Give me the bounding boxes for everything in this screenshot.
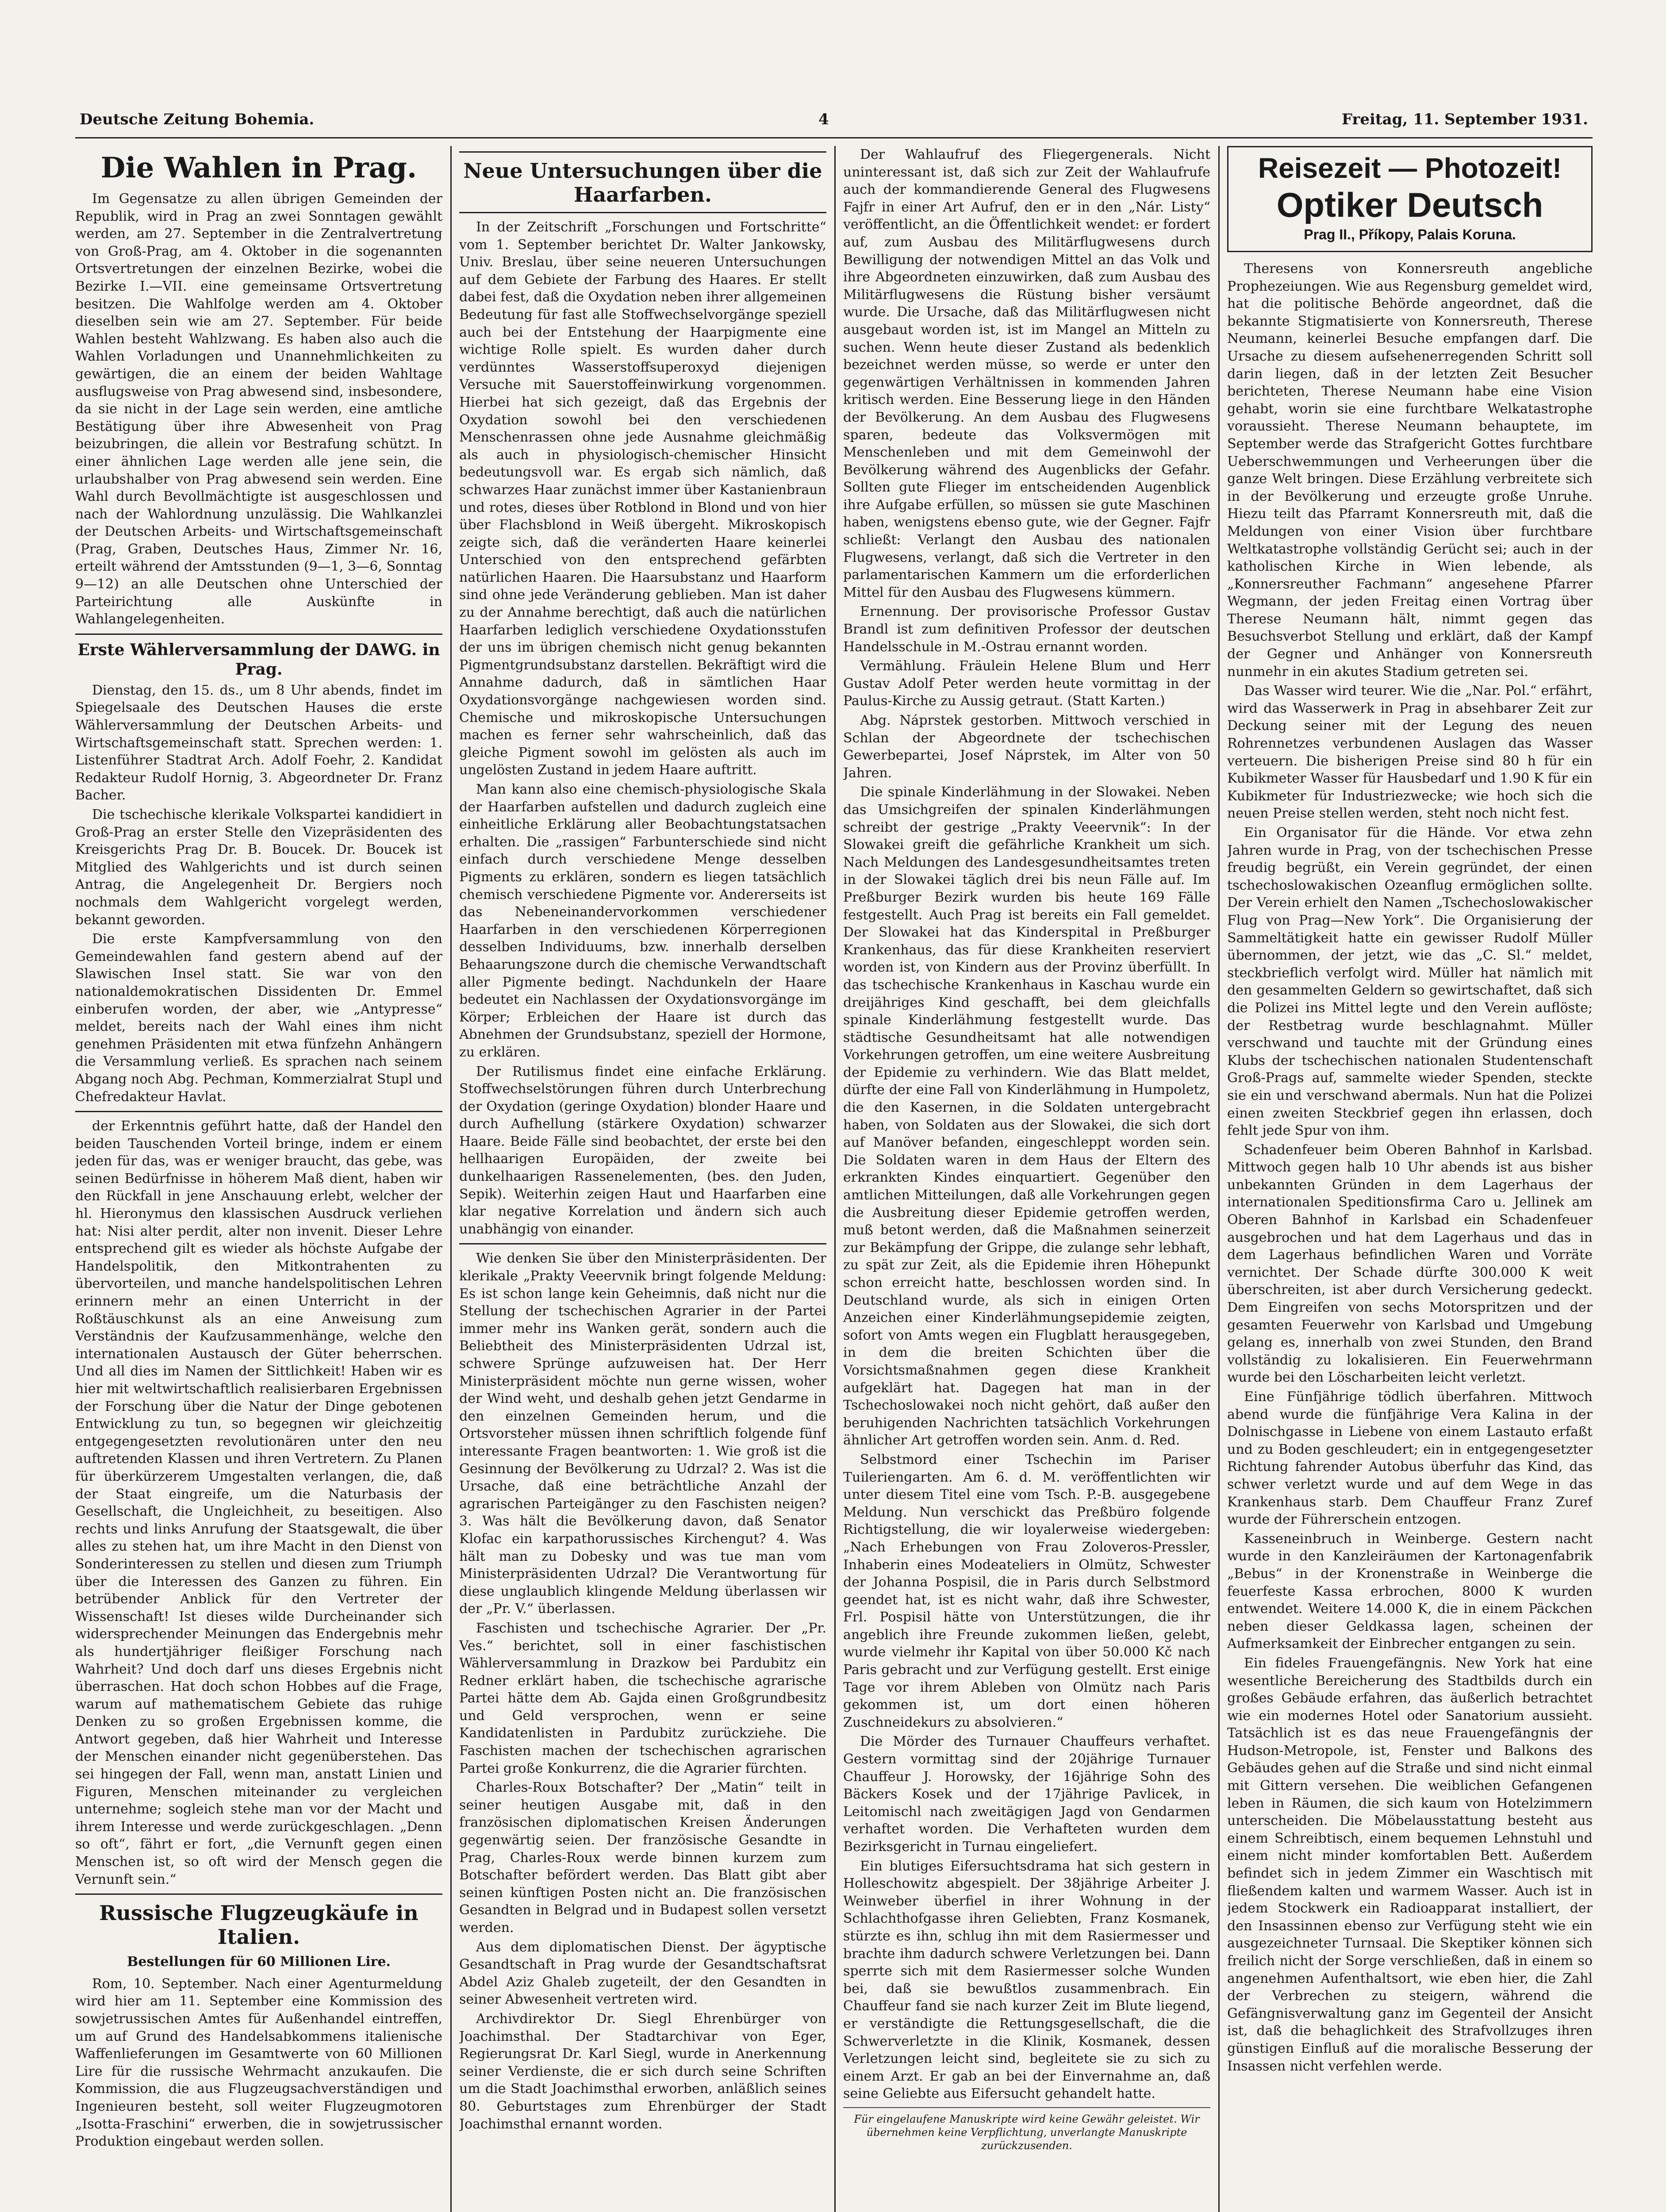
editorial-note: Für eingelaufene Manuskripte wird keine Gewähr geleistet. Wir übernehmen keine Verpflichtung, unverlangte Manuskripte zurückzusenden. [854,2112,1200,2152]
column-rule [450,146,452,2212]
article-body: Rom, 10. September. Nach einer Agenturmeldung wird hier am 11. September eine Kommission des sowjetrussischen Amtes für Außenhandel eintreffen, um auf Grund des Handelsabkommens italienische Waffenlieferungen im Gesamtwerte von 60 Millionen Lire für die russische Wehrmacht anzukaufen. Die Kommission, die aus Flugzeugsachverständigen und Ingenieuren besteht, soll weiter Flugzeugmotoren „Isotta-Fraschini“ erwerben, die in sowjetrussischer Produktion eingebaut werden sollen. [75,1976,442,2150]
divider [75,1893,442,1895]
article-title-waehlerversammlung: Erste Wählerversammlung der DAWG. in Prag. [77,640,440,679]
article-body: Der Wahlaufruf des Fliegergenerals. Nicht uninteressant ist, daß sich zur Zeit der Wahlaufrufe auch der kommandierende General des Flugwesens Fajfr in einer Art Aufruf, den er in den „Nár. Listy“ veröffentlicht, an die Öffentlichkeit wendet: er fordert auf, zum Ausbau des Militärflugwesens durch Bewilligung der notwendigen Mittel an das Volk und ihre Abgeordneten einzuwirken, daß zum Ausbau des Militärflugwesens die Rüstung bisher versäumt wurde. Die Ursache, daß das Militärflugwesen nicht ausgebaut worden ist, ist im Mangel an Mitteln zu suchen. Wenn heute dieser Zustand als bedenklich bezeichnet werden müsse, so werde er unter den gegenwärtigen Verhältnissen in kommenden Jahren kritisch werden. Eine Besserung liege in den Händen der Bevölkerung. An dem Ausbau des Flugwesens sparen, bedeute das Volksvermögen mit Menschenleben und mit dem Gemeinwohl der Bevölkerung während des Augenblicks der Gefahr. Sollten gute Flieger im entscheidenden Augenblick ihre Aufgabe erfüllen, so müssen sie gute Maschinen haben, wenigstens ebenso gute, wie der Gegner. Fajfr schließt: Verlangt den Ausbau des nationalen Flugwesens, verlangt, daß sich die Vertreter in den parlamentarischen Kammern um die erforderlichen Mittel für den Ausbau des Flugwesens kümmern. [843,147,1210,600]
article-body: In der Zeitschrift „Forschungen und Fortschritte“ vom 1. September berichtet Dr. Walter Jankowsky, Univ. Breslau, über seine neueren Untersuchungen auf dem Gebiete der Farbung des Haares. Er stellt dabei fest, daß die Oxydation neben ihrer allgemeinen Bedeutung für fast alle Stoffwechselvorgänge speziell auch bei der Entstehung der Haarpigmente eine wichtige Rolle spielt. Es wurden daher durch verdünntes Wasserstoffsuperoxyd diejenigen Versuche mit Sauerstoffeinwirkung vorgenommen. Hierbei hat sich gezeigt, daß das Ergebnis der Oxydation sowohl bei den verschiedenen Menschenrassen ohne jede Ausnahme gleichmäßig als auch in physiologisch-chemischer Hinsicht bedeutungsvoll war. Es ergab sich nämlich, daß schwarzes Haar zunächst immer über Kastanienbraun und rotes, dieses über Rotblond in Blond und von hier über Flachsblond in Weiß übergeht. Mikroskopisch zeigte sich, daß die veränderten Haare keinerlei Unterschied von den entsprechend gefärbten natürlichen Haaren. Die Haarsubstanz und Haarform sind ohne jede Veränderung geblieben. Man ist daher zu der Annahme berechtigt, daß auch die natürlichen Haarfarben lediglich verschiedene Oxydationsstufen der uns im übrigen chemisch nicht genug bekannten Pigmentgrundsubstanz darstellen. Bekräftigt wird die Annahme dadurch, daß in sämtlichen Haar Oxydationsvorgänge nachgewiesen worden sind. Chemische und mikroskopische Untersuchungen machen es ferner sehr wahrscheinlich, daß das gleiche Pigment sowohl im gelösten als auch im ungelösten Zustand in jedem Haare auftritt. [459,219,826,778]
page-number: 4 [818,111,829,128]
article-body: Ein Organisator für die Hände. Vor etwa zehn Jahren wurde in Prag, von der tschechischen Presse freudig begrüßt, ein Verein gegründet, der einen tschechoslowakischen Ozeanflug ermöglichen sollte. Der Verein erhielt den Namen „Tschechoslowakischer Flug von Prag—New York“. Die Organisierung der Sammeltätigkeit hatte ein gewisser Rudolf Müller übernommen, der jetzt, wie das „C. Sl.“ meldet, steckbrieflich verfolgt wird. Müller hat nämlich mit den gesammelten Geldern so gewirtschaftet, daß sich die Polizei ins Mittel legte und den Verein auflöste; der Restbetrag wurde beschlagnahmt. Müller verschwand und tauchte mit der Gründung eines Klubs der tschechischen nationalen Studentenschaft Groß-Prags auf, sammelte wieder Spenden, steckte sie ein und verschwand abermals. Nun hat die Polizei einen zweiten Steckbrief gegen ihn erlassen, doch fehlt jede Spur von ihm. [1227,825,1593,1139]
article-body: Aus dem diplomatischen Dienst. Der ägyptische Gesandtschaft in Prag wurde der Gesandtschaftsrat Abdel Aziz Ghaleb zugeteilt, der den Gesandten in seiner Abwesenheit vertreten wird. [459,1939,826,2008]
article-body: Die spinale Kinderlähmung in der Slowakei. Neben das Umsichgreifen der spinalen Kinderlähmungen schreibt der gestrige „Prakty Veeervnik“: In der Slowakei greift die gefährliche Krankheit um sich. Nach Meldungen des Landesgesundheitsamtes treten in der Slowakei täglich drei bis neun Fälle auf. Im Preßburger Bezirk wurden bis heute 169 Fälle festgestellt. Auch Prag ist bereits ein Fall gemeldet. Der Slowakei hat das Kinderspital in Preßburger Krankenhaus, das für diese Krankheiten reserviert worden ist, von Kindern aus der Provinz überfüllt. In das tschechische Krankenhaus in Kaschau wurde ein dreijähriges Kind geschafft, bei dem gleichfalls spinale Kinderlähmung festgestellt wurde. Das städtische Gesundheitsamt hat alle notwendigen Vorkehrungen getroffen, um eine weitere Ausbreitung der Epidemie zu verhindern. Wie das Blatt meldet, dürfte der eine Fall von Kinderlähmung in Humpoletz, die den Kasernen, in die Soldaten untergebracht haben, von Soldaten aus der Slowakei, die sich dort auf Manöver befanden, eingeschleppt worden sein. Die Soldaten waren in dem Haus der Eltern des erkrankten Kindes einquartiert. Gegenüber den amtlichen Mitteilungen, daß alle Vorkehrungen gegen die Ausbreitung dieser Epidemie getroffen werden, muß betont werden, daß die Maßnahmen seinerzeit zur Bekämpfung der Grippe, die zulange sehr lebhaft, zu spät zur Zeit, als die Epidemie ihren Höhepunkt schon erreicht hatte, beschlossen worden sind. In Deutschland wurde, als sich in einigen Orten Anzeichen einer Kinderlähmungsepidemie zeigten, sofort von Amts wegen ein Flugblatt herausgegeben, in dem die breiten Schichten über die Vorsichtsmaßnahmen gegen diese Krankheit aufgeklärt hat. Dagegen hat man in der Tschechoslowakei noch nicht gehört, daß außer den beruhigenden Nachrichten tatsächlich Vorkehrungen ähnlicher Art getroffen worden sein. Anm. d. Red. [843,784,1210,1448]
column-3 [843,146,1210,2212]
ad-address: Prag II., Příkopy, Palais Koruna. [1304,227,1516,242]
column-rule [834,146,836,2212]
ad-headline: Reisezeit — Photozeit! [1258,152,1562,184]
newspaper-page [75,93,1593,2212]
article-body: Dienstag, den 15. ds., um 8 Uhr abends, findet im Spiegelsaale des Deutschen Hauses die erste Wählerversammlung der Deutschen Arbeits- und Wirtschaftsgemeinschaft statt. Sprechen werden: 1. Listenführer Stadtrat Arch. Adolf Foehr, 2. Kandidat Redakteur Rudolf Hornig, 3. Abgeordneter Dr. Franz Bacher. [75,682,442,803]
article-body: Ein blutiges Eifersuchtsdrama hat sich gestern in Holleschowitz abgespielt. Der 38jährige Arbeiter J. Weinweber überfiel in ihrer Wohnung in der Schlachthofgasse ihren Geliebten, Franz Kosmanek, stürzte es ihn, schlug ihn mit dem Rasiermesser und brachte ihm dadurch schwere Verletzungen bei. Dann sperrte sich mit dem Rasiermesser solche Wunden bei, daß sie bewußtlos zusammenbrach. Ein Chauffeur fand sie nach kurzer Zeit im Blute liegend, er verständigte die Rettungsgesellschaft, die die Schwerverletzte in die Klinik, Kosmanek, dessen Verletzungen leicht sind, begleitete sie zu sich zu einem Arzt. Er gab an bei der Einvernahme an, daß seine Geliebte aus Eifersucht gehandelt hatte. [843,1858,1210,2102]
article-title-flugzeugkaeufe: Russische Flugzeugkäufe in Italien. [99,1901,418,1949]
article-body: Charles-Roux Botschafter? Der „Matin“ teilt in seiner heutigen Ausgabe mit, daß in den französischen diplomatischen Kreisen Änderungen gegenwärtig seien. Der französische Gesandte in Prag, Charles-Roux werde binnen kurzem zum Botschafter befördert werden. Das Blatt gibt aber seinen künftigen Posten nicht an. Die französischen Gesandten in Belgrad und in Budapest sollen versetzt werden. [459,1780,826,1936]
divider [75,634,442,635]
article-body: der Erkenntnis geführt hatte, daß der Handel den beiden Tauschenden Vorteil bringe, indem er einem jeden für das, was er weniger braucht, das gebe, was seinen Bedürfnisse in höherem Maß dient, haben wir den Rückfall in jene Anschauung erlebt, welcher der hl. Hieronymus den klassischen Ausdruck verliehen hat: Nisi alter perdit, alter non invenit. Dieser Lehre entsprechend gilt es wieder als höchste Aufgabe der Handelspolitik, den Mitkontrahenten zu übervorteilen, und manche handelspolitischen Lehren erinnern mehr an einen Unterricht in der Roßtäuschkunst als an eine Anweisung zum Verständnis der Kaufzusammenhänge, welche den internationalen Austausch der Güter beherrschen. Und all dies im Namen der Sittlichkeit! Haben wir es hier mit weltwirtschaftlich realisierbaren Ergebnissen der Forschung über die Natur der Dinge gebotenen Entwicklung zu tun, so begegnen wir gleichzeitig entgegengesetzten revolutionären unter den neu auftretenden Klassen und ihren Vertretern. Zu Planen für überkürzerem Umgestalten verlangen, die, daß der Staat eingreife, um die Naturbasis der Gesellschaft, die Ungleichheit, zu beseitigen. Also rechts und links Anrufung der Staatsgewalt, die über alles zu stehen hat, um ihre Macht in den Dienst von Sonderinteressen zu stellen und diesen zum Triumph über die Interessen des Ganzen zu führen. Ein betrübender Anblick für den Vertreter der Wissenschaft! Ist dieses wilde Durcheinander sich widersprechender Meinungen das Endergebnis mehr als hundertjähriger fleißiger Forschung nach Wahrheit? Und doch darf uns dieses Ergebnis nicht überraschen. Hat doch schon Hobbes auf die Frage, warum auf mathematischem Gebiete das ruhige Denken zu so großen Ergebnissen komme, die Antwort gegeben, daß hier Wahrheit und Interesse der Menschen einander nicht gegenüberstehen. Das sei hingegen der Fall, wenn man, anstatt Linien und Figuren, Menschen miteinander zu vergleichen unternehme; sogleich stehe man vor der Macht und ihrem Interesse und werde zurückgeschlagen. „Denn so oft“, fährt er fort, „die Vernunft gegen einen Menschen ist, so oft wird der Mensch gegen die Vernunft sein.“ [75,1118,442,1887]
article-body: Schadenfeuer beim Oberen Bahnhof in Karlsbad. Mittwoch gegen halb 10 Uhr abends ist aus bisher unbekannten Gründen in dem Lagerhaus der internationalen Speditionsfirma Caro u. Jellinek am Oberen Bahnhof in Karlsbad ein Schadenfeuer ausgebrochen und hat dem Lagerhaus und das in dem Lagerhaus befindlichen Waren und Vorräte vernichtet. Der Schade dürfte 300.000 K weit überschreiten, ist aber durch Versicherung gedeckt. Dem Eingreifen von sechs Motorspritzen und der gesamten Feuerwehr von Karlsbad und Umgebung gelang es, innerhalb von zwei Stunden, den Brand vollständig zu lokalisieren. Ein Feuerwehrmann wurde bei den Löscharbeiten leicht verletzt. [1227,1142,1593,1386]
column-1 [75,146,442,2212]
article-body: Wie denken Sie über den Ministerpräsidenten. Der klerikale „Prakty Veeervnik bringt folgende Meldung: Es ist schon lange kein Geheimnis, daß nicht nur die Stellung der tschechischen Agrarier in der Partei immer mehr ins Wanken gerät, sondern auch die Beliebtheit des Ministerpräsidenten Udrzal ist, schwere Sprünge aufzuweisen hat. Der Herr Ministerpräsident möchte nun gerne wissen, woher der Wind weht, und deshalb gehen jetzt Gendarme in den einzelnen Gemeinden herum, und die Ortsvorsteher müssen ihnen schriftlich folgende fünf interessante Fragen beantworten: 1. Wie groß ist die Gesinnung der Bevölkerung zu Udrzal? 2. Was ist die Ursache, daß eine beträchtliche Anzahl der agrarischen Parteigänger zu den Faschisten neigen? 3. Was hält die Bevölkerung davon, daß Senator Klofac ein karpathorussisches Kirchengut? 4. Was hält man zu Dobesky und was tue man vom Ministerpräsidenten Udrzal? Die Verantwortung für diese unglaublich klingende Meldung überlassen wir der „Pr. V.“ überlassen. [459,1251,826,1617]
article-body: Man kann also eine chemisch-physiologische Skala der Haarfarben aufstellen und dadurch zugleich eine einheitliche Erklärung aller Beobachtungstatsachen erhalten. Die „rassigen“ Farbunterschiede sind nicht einfach durch verschiedene Menge desselben Pigments zu erklären, sondern es liegen tatsächlich chemisch verschiedene Pigmente vor. Andererseits ist das Nebeneinandervorkommen verschiedener Haarfarben in den verschiedenen Körperregionen desselben Individuums, bzw. innerhalb derselben Behaarungszone durch die chemische Verwandtschaft aller Pigmente bedingt. Nachdunkeln der Haare bedeutet ein Nachlassen der Oxydationsvorgänge im Körper; Erbleichen der Haare ist durch das Abnehmen der Grundsubstanz, speziell der Hormone, zu erklären. [459,782,826,1060]
article-title-haarfarben: Neue Untersuchungen über die Haarfarben. [463,159,822,207]
article-body: Ein fideles Frauengefängnis. New York hat eine wesentliche Bereicherung des Stadtbilds durch ein großes Gebäude erfahren, das äußerlich betrachtet wie ein modernes Hotel oder Sanatorium aussieht. Tatsächlich ist es das neue Frauengefängnis der Hudson-Metropole, ist, Fenster und Balkons des Gebäudes gehen auf die Straße und sind nicht einmal mit Gittern versehen. Die weiblichen Gefangenen leben in Räumen, die sich kaum von Hotelzimmern unterscheiden. Die Möbelausstattung besteht aus einem Schreibtisch, einem bequemen Lehnstuhl und einem nicht minder komfortablen Bett. Außerdem befindet sich in jedem Zimmer ein Waschtisch mit fließendem kalten und warmem Wasser. Auch ist in jedem Stockwerk ein Radioapparat installiert, der den Insassinnen ebenso zur Verfügung steht wie ein ausgezeichneter Turnsaal. Die Skeptiker können sich freilich nicht der Sorge verschließen, daß in einem so angenehmen Aufenthaltsort, wie eben hier, die Zahl der Verbrechen zu steigern, während die Gefängnisverwaltung ganz im Gegenteil der Ansicht ist, daß die behaglichkeit des Strafvollzuges ihren günstigen Einfluß auf die moralische Besserung der Insassen nicht verfehlen werde. [1227,1655,1593,2074]
running-head [75,111,1593,138]
article-body: Eine Fünfjährige tödlich überfahren. Mittwoch abend wurde die fünfjährige Vera Kalina in der Dolnischgasse in Liebene von einem Lastauto erfaßt und zu Boden geschleudert; ein in entgegengesetzter Richtung fahrender Autobus überfuhr das Kind, das schwer verletzt wurde und auf dem Wege in das Krankenhaus starb. Dem Chauffeur Franz Zuref wurde der Führerschein entzogen. [1227,1389,1593,1528]
article-title-wahlen-prag: Die Wahlen in Prag. [100,151,417,184]
newspaper-name: Deutsche Zeitung Bohemia. [80,111,315,128]
column-2 [459,146,826,2212]
article-body: Kasseneinbruch in Weinberge. Gestern nacht wurde in den Kanzleiräumen der Kartonagenfabrik „Bebus“ in der Kronenstraße in Weinberge die feuerfeste Kassa erbrochen, 8000 K wurden entwendet. Weitere 14.000 K, die in einem Päckchen neben dieser Geldkassa lagen, scheinen der Aufmerksamkeit der Einbrecher entgangen zu sein. [1227,1531,1593,1652]
article-body: Theresens von Konnersreuth angebliche Prophezeiungen. Wie aus Regensburg gemeldet wird, hat die politische Behörde angeordnet, daß die bekannte Stigmatisierte von Konnersreuth, Therese Neumann, keinerlei Besuche empfangen darf. Die Ursache zu diesem aufsehenerregenden Schritt soll darin liegen, daß in der letzten Zeit Besucher berichteten, Therese Neumann habe eine Vision gehabt, worin sie eine furchtbare Welkatastrophe voraussieht. Therese Neumann behauptete, im September werde das Strafgericht Gottes furchtbare Ueberschwemmungen und Verheerungen über die ganze Welt bringen. Diese Erzählung verbreitete sich in der Bevölkerung und erzeugte große Unruhe. Hiezu teilt das Pfarramt Konnersreuth mit, daß die Meldungen von einer Vision über furchtbare Weltkatastrophe vollständig Gerücht sei; auch in der katholischen Kirche in Wien lebende, als „Konnersreuther Fachmann“ angesehene Pfarrer Wegmann, der jeden Freitag einen Vortrag über Therese Neumann hält, nimmt gegen das Besuchsverbot Stellung und erklärt, daß der Kampf der Gegner und Anhänger von Konnersreuth nunmehr in ein akutes Stadium getreten sei. [1227,261,1593,680]
article-body: Abg. Náprstek gestorben. Mittwoch verschied in Schlan der Abgeordnete der tschechischen Gewerbepartei, Josef Náprstek, im Alter von 50 Jahren. [843,713,1210,781]
column-rule [1218,146,1220,2212]
article-body: Die erste Kampfversammlung von den Gemeindewahlen fand gestern abend auf der Slawischen Insel statt. Sie war von den nationaldemokratischen Dissidenten Dr. Emmel einberufen worden, der aber, wie „Antypresse“ meldet, bereits nach der Wahl eines ihm nicht genehmen Präsidenten mit etwa fünfzehn Anhängern die Versammlung verließ. Es sprachen nach seinem Abgang noch Abg. Pechman, Kommerzialrat Stupl und Chefredakteur Havlat. [75,931,442,1105]
optician-advertisement [1227,146,1593,252]
article-body: Selbstmord einer Tschechin im Pariser Tuileriengarten. Am 6. d. M. veröffentlichten wir unter diesem Titel eine vom Tsch. P.-B. ausgegebene Meldung. Nun verschickt das Preßbüro folgende Richtigstellung, die wir loyalerweise wiedergeben: „Nach Erhebungen von Frau Zoloveros-Pressler, Inhaberin eines Modeateliers in Olmütz, Schwester der Johanna Pospisil, die in Paris durch Selbstmord geendet hat, ist es nicht wahr, daß ihre Schwester, Frl. Pospisil hätte von Unterstützungen, die ihr angeblich ihre Freunde zukommen ließen, gelebt, wurde vielmehr ihr Kapital von über 50.000 Kč nach Paris gebracht und zur Verfügung gestellt. Erst einige Tage vor ihrem Ableben von Olmütz nach Paris gekommen ist, um dort einen höheren Zuschneidekurs zu absolvieren.“ [843,1452,1210,1730]
divider [843,2107,1210,2108]
article-body: Archivdirektor Dr. Siegl Ehrenbürger von Joachimsthal. Der Stadtarchivar von Eger, Regierungsrat Dr. Karl Siegl, wurde in Anerkennung seiner Verdienste, die er sich durch seine Schriften um die Stadt Joachimsthal erworben, anläßlich seines 80. Geburtstages zum Ehrenbürger der Stadt Joachimsthal ernannt worden. [459,2011,826,2132]
article-body: Im Gegensatze zu allen übrigen Gemeinden der Republik, wird in Prag an zwei Sonntagen gewählt werden, am 27. September in die Zentralvertretung von Groß-Prag, am 4. Oktober in die sogenannten Ortsvertretungen der einzelnen Bezirke, wobei die Bezirke I.—VII. eine gemeinsame Ortsvertretung besitzen. Die Wahlfolge werden am 4. Oktober dieselben sein wie am 27. September. Für beide Wahlen besteht Wahlzwang. Es haben also auch die Wahlen Vorladungen und Unannehmlichkeiten zu gewärtigen, die an einem der beiden Wahltage ausflugsweise von Prag abwesend sind, insbesondere, da sie nicht in der Lage sein werden, eine amtliche Bestätigung über ihre Abwesenheit von Prag beizubringen, die allein vor Bestrafung schützt. In einer ähnlichen Lage werden alle jene sein, die urlaubshalber von Prag abwesend sein werden. Eine Wahl durch Bevollmächtigte ist ausgeschlossen und nach der Wahlordnung unzulässig. Die Wahlkanzlei der Deutschen Arbeits- und Wirtschaftsgemeinschaft (Prag, Graben, Deutsches Haus, Zimmer Nr. 16, erteilt während der Amtsstunden (9—1, 3—6, Sonntag 9—12) an alle Deutschen ohne Unterschied der Parteirichtung alle Auskünfte in Wahlangelegenheiten. [75,191,442,627]
article-body: Faschisten und tschechische Agrarier. Der „Pr. Ves.“ berichtet, soll in einer faschistischen Wählerversammlung in Drazkow bei Pardubitz ein Redner erklärt haben, die tschechische agrarische Partei hätte dem Ab. Gajda einen Großgrundbesitz und Geld versprochen, wenn er seine Kandidatenlisten in Pardubitz zurückziehe. Die Faschisten machen der tschechischen agrarischen Partei große Konkurrenz, die die Agrarier fürchten. [459,1620,826,1776]
article-body: Ernennung. Der provisorische Professor Gustav Brandl ist zum definitiven Professor der deutschen Handelsschule in M.-Ostrau ernannt worden. [843,604,1210,655]
article-body: Die Mörder des Turnauer Chauffeurs verhaftet. Gestern vormittag sind der 20jährige Turnauer Chauffeur J. Horowsky, der 16jährige Sohn des Bäckers Kosek und der 17jährige Pavlicek, in Leitomischl nach zweitägigen Jagd von Gendarmen verhaftet worden. Die Verhafteten wurden dem Bezirksgericht in Turnau eingeliefert. [843,1734,1210,1855]
article-body: Der Rutilismus findet eine einfache Erklärung. Stoffwechselstörungen führen durch Unterbrechung der Oxydation (geringe Oxydation) blonder Haare und durch Aufhellung (stärkere Oxydation) schwarzer Haare. Beide Fälle sind beobachtet, der erste bei den hellhaarigen Europäiden, der zweite bei dunkelhaarigen Rassenelementen, (bes. den Juden, Sepik). Weiterhin zeigen Haut und Haarfarben eine klar negative Korrelation und ändern sich auch unabhängig von einander. [459,1064,826,1237]
divider [459,151,826,153]
ad-company-name: Optiker Deutsch [1276,185,1543,224]
issue-date: Freitag, 11. September 1931. [1341,111,1588,128]
divider [459,1243,826,1244]
article-body: Vermählung. Fräulein Helene Blum und Herr Gustav Adolf Peter werden heute vormittag in der Paulus-Kirche zu Aussig getraut. (Statt Karten.) [843,658,1210,709]
article-subtitle: Bestellungen für 60 Millionen Lire. [127,1954,391,1970]
divider [459,212,826,213]
article-body: Das Wasser wird teurer. Wie die „Nar. Pol.“ erfährt, wird das Wasserwerk in Prag in absehbarer Zeit zur Deckung seiner mit der Legung des neuen Rohrennetzes verbundenen Auslagen das Wasser verteuern. Die bisherigen Preise sind 80 h für ein Kubikmeter Wasser für Hausbedarf und 1.90 K für ein Kubikmeter für Industriezwecke; wie hoch sich die neuen Preise stellen werden, steht noch nicht fest. [1227,683,1593,822]
divider [75,1111,442,1112]
article-body: Die tschechische klerikale Volkspartei kandidiert in Groß-Prag an erster Stelle den Vizepräsidenten des Kreisgerichts Prag Dr. B. Boucek. Dr. Boucek ist Mitglied des Wahlgerichts und ist durch seinen Antrag, die Angelegenheit Dr. Bergiers noch nochmals dem Wahlgericht vorgelegt werden, bekannt geworden. [75,807,442,928]
column-4 [1227,146,1593,2212]
